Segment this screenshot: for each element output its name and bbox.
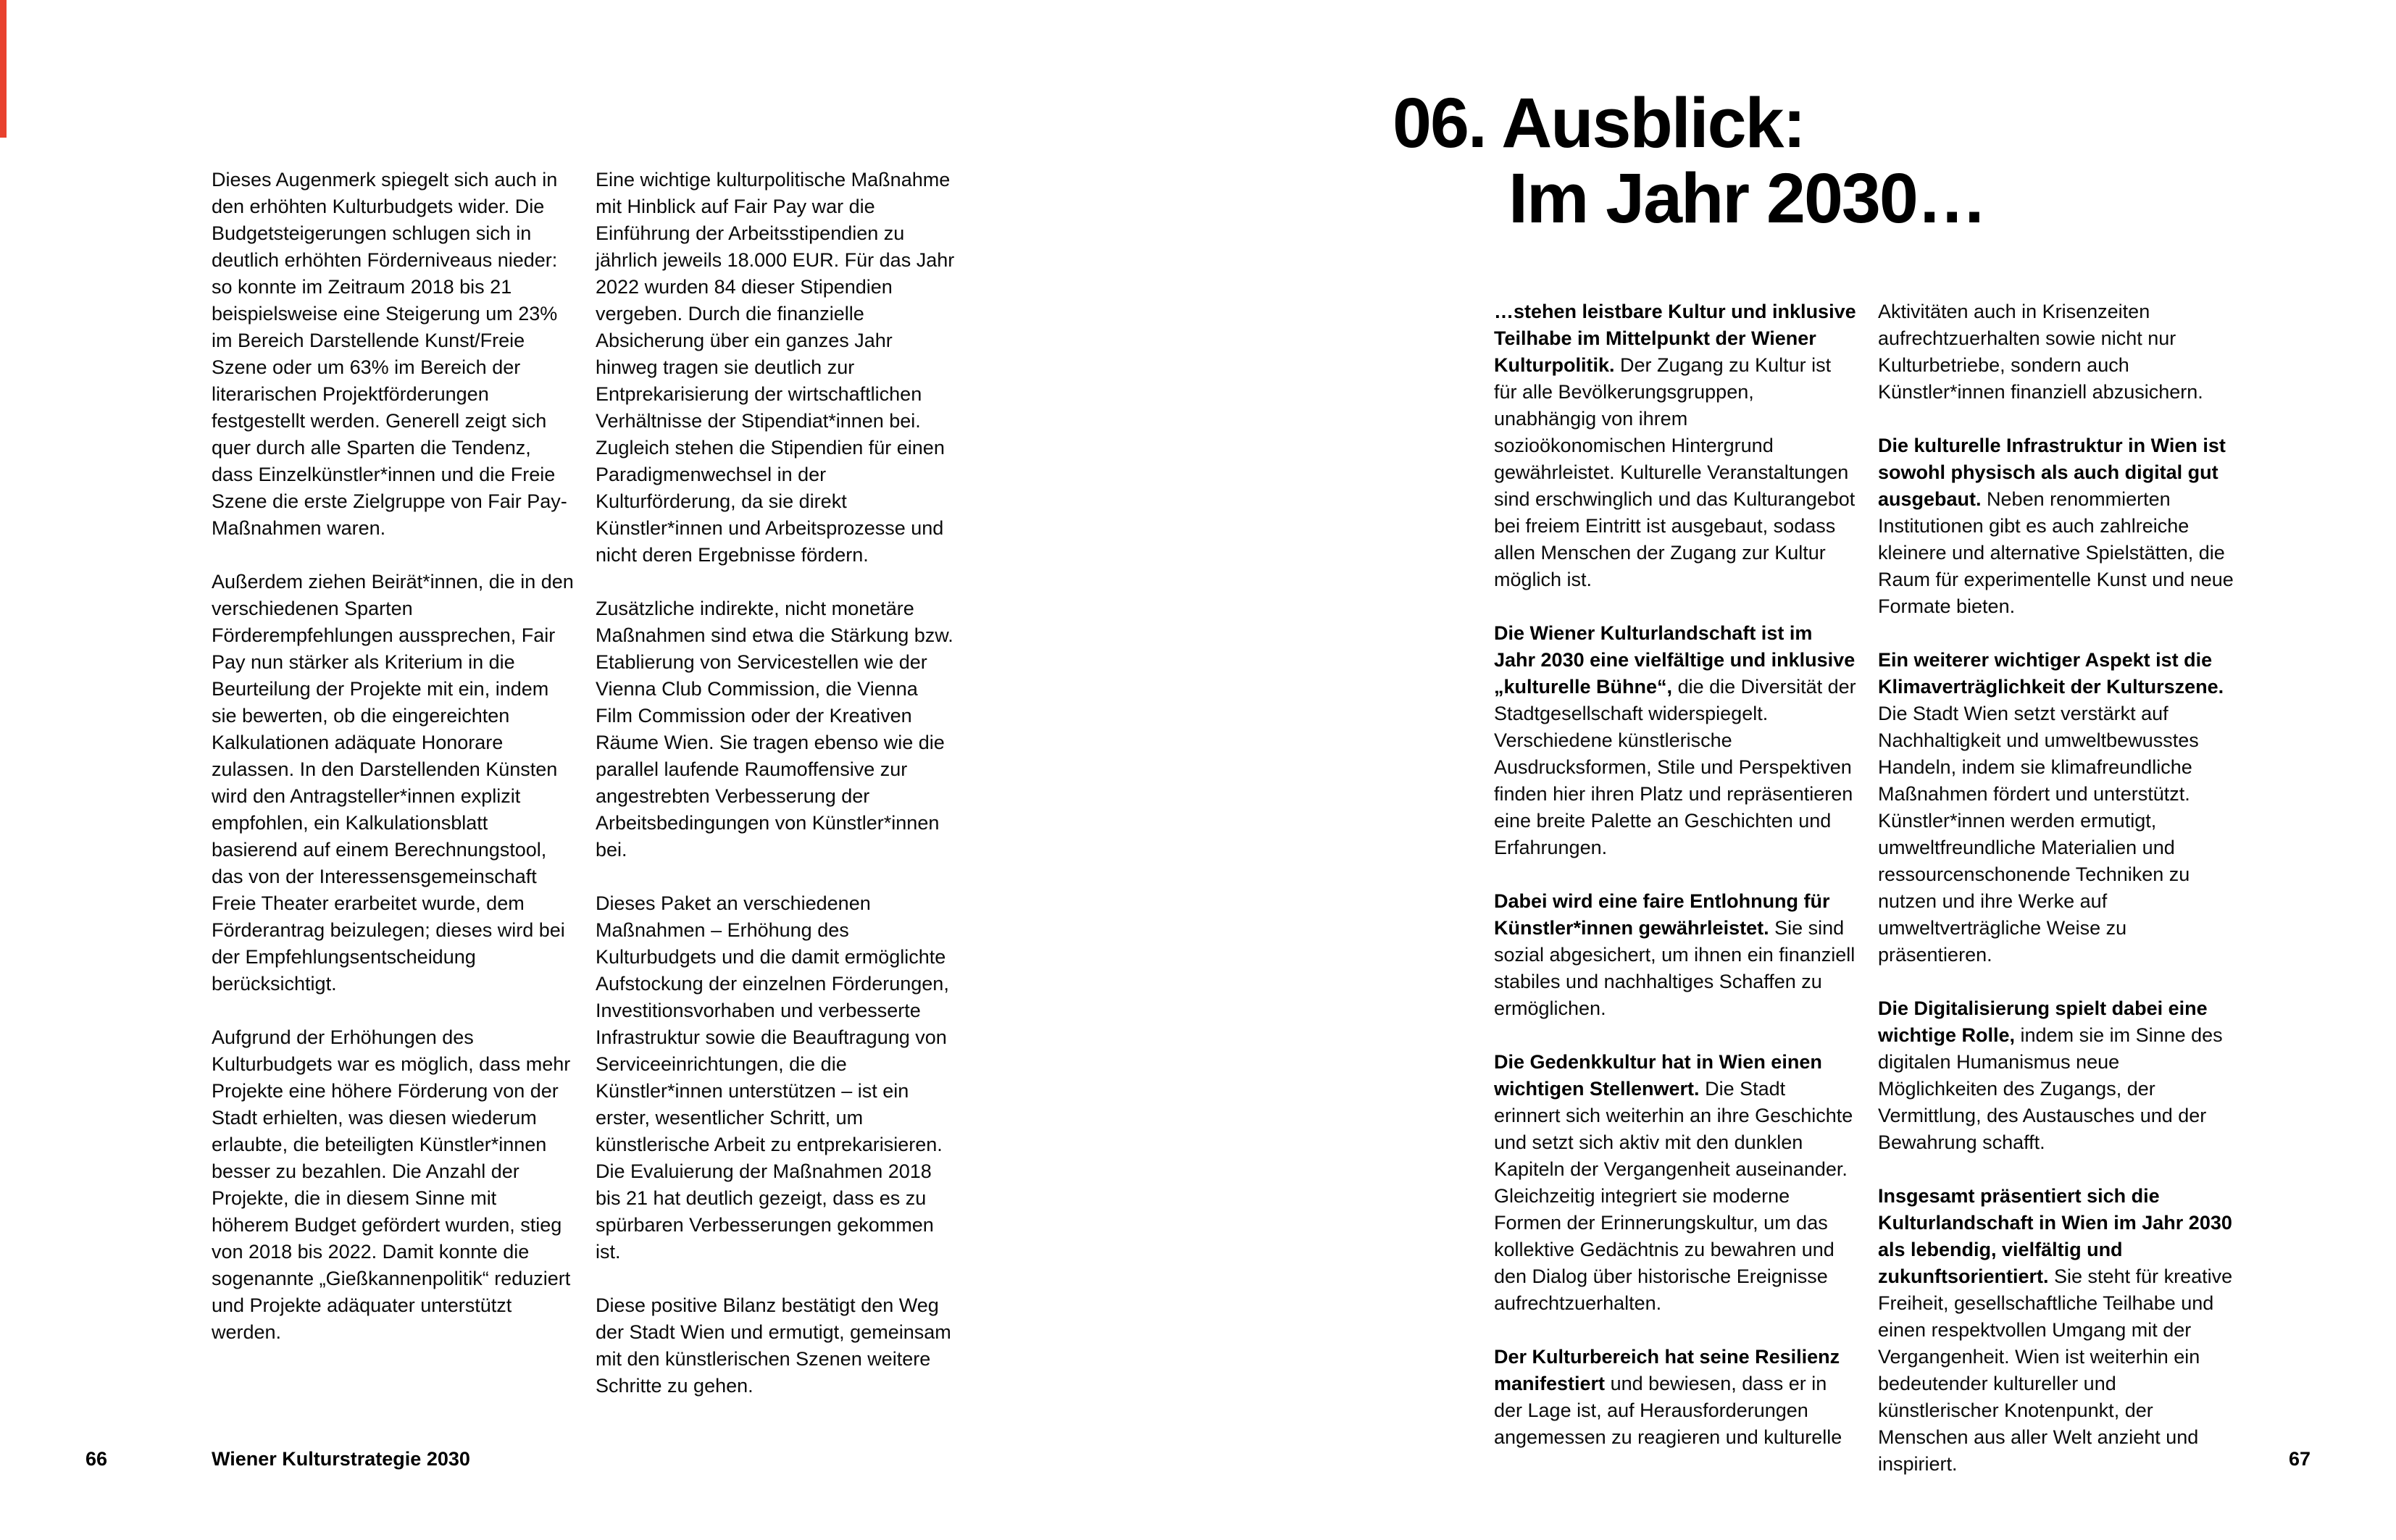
paragraph-lead: Dabei wird eine faire Entlohnung für Künstler*innen gewährleistet. xyxy=(1494,890,1830,939)
paragraph-lead: Die Gedenkkultur hat in Wien einen wichtigen Stellenwert. xyxy=(1494,1051,1822,1100)
chapter-heading xyxy=(1393,85,1986,236)
page-number-right: 67 xyxy=(2288,1448,2311,1470)
paragraph-text: Eine wichtige kulturpolitische Maßnahme mit Hinblick auf Fair Pay war die Einführung der Arbeitsstipendien zu jährlich jeweils 18.000 EUR. Für das Jahr 2022 wurden 84 dieser Stipendien vergeben. Durch die finanzielle Absicherung über ein ganzes Jahr hinweg tragen sie deutlich zur Entprekarisierung der wirtschaftlichen Verhältnisse der Stipendiat*innen bei. Zugleich stehen die Stipendien für einen Paradigmenwechsel in der Kulturförderung, da sie direkt Künstler*innen und Arbeitsprozesse und nicht deren Ergebnisse fördern. xyxy=(596,169,955,566)
paragraph-text: Dieses Augenmerk spiegelt sich auch in den erhöhten Kulturbudgets wider. Die Budgetsteigerungen schlugen sich in deutlich erhöhten Förderniveaus nieder: so konnte im Zeitraum 2018 bis 21 beispielsweise eine Steigerung um 23% im Bereich Darstellende Kunst/Freie Szene oder um 63% im Bereich der literarischen Projektförderungen festgestellt werden. Generell zeigt sich quer durch alle Sparten die Tendenz, dass Einzelkünstler*innen und die Freie Szene die erste Zielgruppe von Fair Pay-Maßnahmen waren. xyxy=(212,169,567,539)
paragraph-text: Der Zugang zu Kultur ist für alle Bevölkerungsgruppen, unabhängig von ihrem sozioökonomischen Hintergrund gewährleistet. Kulturelle Veranstaltungen sind erschwinglich und das Kulturangebot bei freiem Eintritt ist ausgebaut, sodass allen Menschen der Zugang zur Kultur möglich ist. xyxy=(1494,354,1856,590)
paragraph xyxy=(596,167,958,569)
paragraph-text: Die Stadt erinnert sich weiterhin an ihre Geschichte und setzt sich aktiv mit den dunklen Kapiteln der Vergangenheit auseinander. Gleichzeitig integriert sie moderne Formen der Erinnerungskultur, um das kollektive Gedächtnis zu bewahren und den Dialog über historische Ereignisse aufrechtzuerhalten. xyxy=(1494,1078,1853,1314)
right-page-column-1 xyxy=(1494,298,1856,1451)
paragraph-lead: Die Wiener Kulturlandschaft ist im Jahr 2030 eine vielfältige und inklusive „kulturelle Bühne“, xyxy=(1494,622,1856,698)
paragraph xyxy=(596,1292,958,1399)
paragraph xyxy=(596,595,958,863)
paragraph-text: Sie steht für kreative Freiheit, gesellschaftliche Teilhabe und einen respektvollen Umgang mit der Vergangenheit. Wien ist weiterhin ein bedeutender kultureller und künstlerischer Knotenpunkt, der Menschen aus aller Welt anzieht und inspiriert. xyxy=(1878,1265,2233,1475)
paragraph-lead: Ein weiterer wichtiger Aspekt ist die Klimaverträglichkeit der Kulturszene. xyxy=(1878,649,2224,698)
paragraph-lead: Die kulturelle Infrastruktur in Wien ist sowohl physisch als auch digital gut ausgebaut. xyxy=(1878,435,2226,510)
paragraph xyxy=(1878,647,2240,968)
paragraph-text: indem sie im Sinne des digitalen Humanismus neue Möglichkeiten des Zugangs, der Vermittlung, des Austausches und der Bewahrung schafft. xyxy=(1878,1024,2223,1153)
paragraph xyxy=(212,167,574,542)
paragraph xyxy=(1494,1049,1856,1317)
paragraph xyxy=(1494,298,1856,593)
paragraph xyxy=(1494,1344,1856,1451)
paragraph-text: die die Diversität der Stadtgesellschaft widerspiegelt. Verschiedene künstlerische Ausdrucksformen, Stile und Perspektiven finden hier ihren Platz und repräsentieren eine breite Palette an Geschichten und Erfahrungen. xyxy=(1494,676,1856,858)
paragraph-lead: Der Kulturbereich hat seine Resilienz manifestiert xyxy=(1494,1346,1840,1394)
right-page-column-2 xyxy=(1878,298,2240,1478)
paragraph-text: Sie sind sozial abgesichert, um ihnen ein finanziell stabiles und nachhaltiges Schaffen zu ermöglichen. xyxy=(1494,917,1856,1019)
paragraph xyxy=(1494,888,1856,1022)
paragraph xyxy=(1878,1183,2240,1478)
page-number-left: 66 xyxy=(85,1448,108,1470)
chapter-heading-line1: 06. Ausblick: xyxy=(1393,83,1805,162)
paragraph-text: Dieses Paket an verschiedenen Maßnahmen – Erhöhung des Kulturbudgets und die damit ermöglichte Aufstockung der einzelnen Förderungen, Investitionsvorhaben und verbesserte Infrastruktur sowie die Beauftragung von Serviceeinrichtungen, die die Künstler*innen unterstützen – ist ein erster, wesentlicher Schritt, um künstlerische Arbeit zu entprekarisieren. Die Evaluierung der Maßnahmen 2018 bis 21 hat deutlich gezeigt, dass es zu spürbaren Verbesserungen gekommen ist. xyxy=(596,892,949,1263)
paragraph-text: Zusätzliche indirekte, nicht monetäre Maßnahmen sind etwa die Stärkung bzw. Etablierung von Servicestellen wie der Vienna Club Commission, die Vienna Film Commission oder der Kreativen Räume Wien. Sie tragen ebenso wie die parallel laufende Raumoffensive zur angestrebten Verbesserung der Arbeitsbedingungen von Künstler*innen bei. xyxy=(596,598,953,861)
chapter-heading-line2: Im Jahr 2030… xyxy=(1508,159,1986,238)
paragraph-lead: Insgesamt präsentiert sich die Kulturlandschaft in Wien im Jahr 2030 als lebendig, vielfältig und zukunftsorientiert. xyxy=(1878,1185,2232,1287)
paragraph xyxy=(1494,620,1856,861)
page-edge-red-mark xyxy=(0,0,7,138)
paragraph-lead: Die Digitalisierung spielt dabei eine wichtige Rolle, xyxy=(1878,997,2208,1046)
paragraph xyxy=(1878,432,2240,620)
paragraph-text: Diese positive Bilanz bestätigt den Weg der Stadt Wien und ermutigt, gemeinsam mit den künstlerischen Szenen weitere Schritte zu gehen. xyxy=(596,1294,951,1397)
booklet-title: Wiener Kulturstrategie 2030 xyxy=(212,1448,470,1470)
paragraph-text: Aufgrund der Erhöhungen des Kulturbudgets war es möglich, dass mehr Projekte eine höhere Förderung von der Stadt erhielten, was diesen wiederum erlaubte, die beteiligten Künstler*innen besser zu bezahlen. Die Anzahl der Projekte, die in diesem Sinne mit höherem Budget gefördert wurden, stieg von 2018 bis 2022. Damit konnte die sogenannte „Gießkannenpolitik“ reduziert und Projekte adäquater unterstützt werden. xyxy=(212,1026,571,1343)
paragraph xyxy=(1878,995,2240,1156)
paragraph-lead: …stehen leistbare Kultur und inklusive Teilhabe im Mittelpunkt der Wiener Kulturpolitik. xyxy=(1494,301,1856,376)
paragraph xyxy=(212,569,574,997)
paragraph-text: Neben renommierten Institutionen gibt es auch zahlreiche kleinere und alternative Spielstätten, die Raum für experimentelle Kunst und neue Formate bieten. xyxy=(1878,488,2234,617)
left-page-column-1 xyxy=(212,167,574,1346)
paragraph-text: Aktivitäten auch in Krisenzeiten aufrechtzuerhalten sowie nicht nur Kulturbetriebe, sondern auch Künstler*innen finanziell abzusichern. xyxy=(1878,301,2203,403)
paragraph-text: Außerdem ziehen Beirät*innen, die in den verschiedenen Sparten Förderempfehlungen aussprechen, Fair Pay nun stärker als Kriterium in die Beurteilung der Projekte mit ein, indem sie bewerten, ob die eingereichten Kalkulationen adäquate Honorare zulassen. In den Darstellenden Künsten wird den Antragsteller*innen explizit empfohlen, ein Kalkulationsblatt basierend auf einem Berechnungstool, das von der Interessensgemeinschaft Freie Theater erarbeitet wurde, dem Förderantrag beizulegen; dieses wird bei der Empfehlungsentscheidung berücksichtigt. xyxy=(212,571,574,995)
paragraph xyxy=(1878,298,2240,406)
paragraph xyxy=(212,1024,574,1346)
paragraph-text: Die Stadt Wien setzt verstärkt auf Nachhaltigkeit und umweltbewusstes Handeln, indem sie klimafreundliche Maßnahmen fördert und unterstützt. Künstler*innen werden ermutigt, umweltfreundliche Materialien und ressourcenschonende Techniken zu nutzen und ihre Werke auf umweltverträgliche Weise zu präsentieren. xyxy=(1878,703,2199,966)
paragraph xyxy=(596,890,958,1265)
paragraph-text: und bewiesen, dass er in der Lage ist, auf Herausforderungen angemessen zu reagieren und kulturelle xyxy=(1494,1373,1842,1448)
left-page-column-2 xyxy=(596,167,958,1399)
